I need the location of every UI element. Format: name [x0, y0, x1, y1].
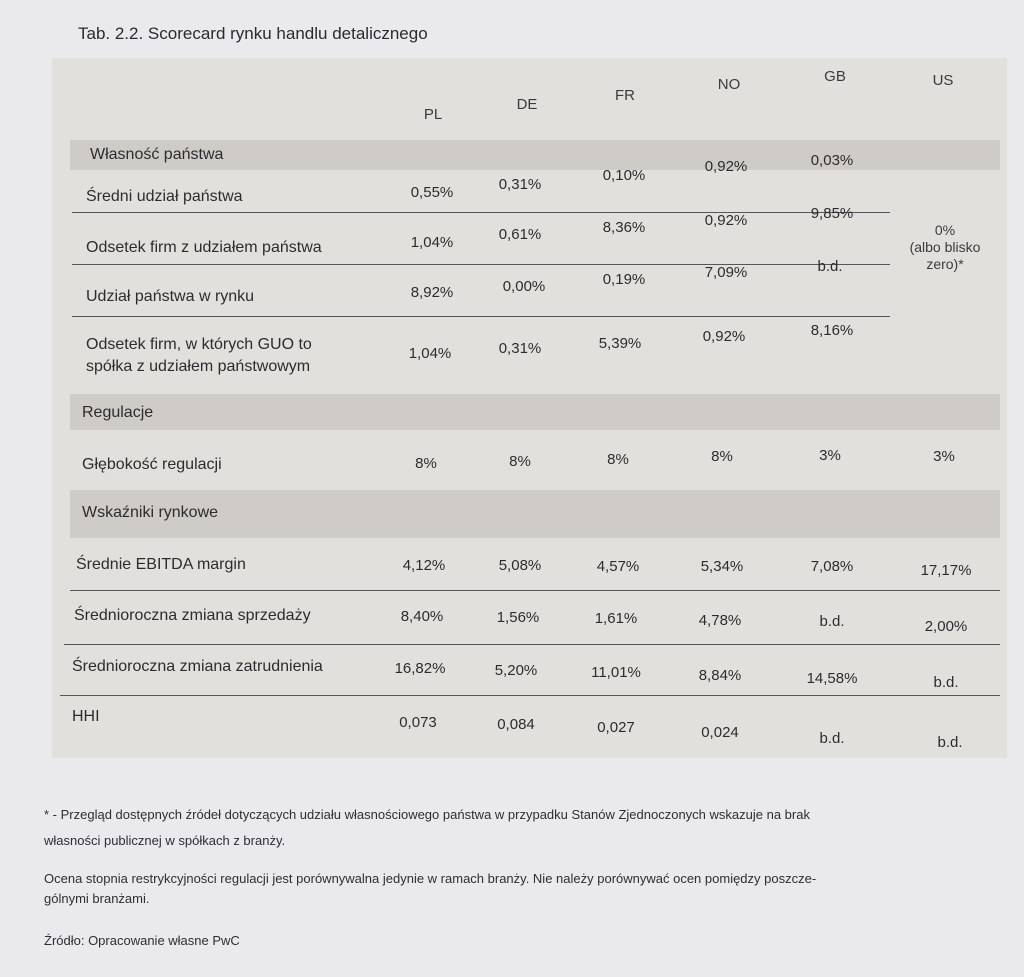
cell-no: 8,84%	[698, 667, 742, 684]
section-label-regulation: Regulacje	[82, 404, 154, 421]
row-divider	[72, 212, 890, 213]
cell-no: 0,92%	[704, 158, 748, 175]
col-header-pl: PL	[423, 106, 443, 123]
cell-gb: b.d.	[817, 258, 843, 275]
col-header-de: DE	[516, 96, 538, 113]
section-label-market: Wskaźniki rynkowe	[82, 504, 219, 521]
footnote-regulation-line1: Ocena stopnia restrykcyjności regulacji jest porównywalna jedynie w ramach branży. Nie należy porównywać ocen pomiędzy poszcze-	[44, 871, 817, 886]
cell-de: 1,56%	[496, 609, 540, 626]
cell-de: 5,08%	[498, 557, 542, 574]
col-header-fr: FR	[615, 87, 635, 104]
cell-pl: 4,12%	[402, 557, 446, 574]
cell-fr: 0,10%	[602, 167, 646, 184]
cell-de: 0,31%	[498, 340, 542, 357]
row-label-ebitda: Średnie EBITDA margin	[76, 556, 246, 573]
cell-de: 0,61%	[498, 226, 542, 243]
cell-pl: 8,40%	[400, 608, 444, 625]
cell-us: b.d.	[937, 734, 963, 751]
row-label-state-market-share: Udział państwa w rynku	[86, 288, 255, 305]
cell-pl: 0,073	[399, 714, 437, 731]
row-label-pct-firms-state: Odsetek firm z udziałem państwa	[86, 239, 322, 256]
cell-de: 8%	[509, 453, 531, 470]
cell-no: 8%	[711, 448, 733, 465]
cell-gb: b.d.	[819, 730, 845, 747]
us-note-line1: 0%	[934, 222, 956, 238]
row-label-employment-change: Średnioroczna zmiana zatrudnienia	[72, 658, 323, 675]
cell-pl: 8,92%	[410, 284, 454, 301]
cell-gb: 9,85%	[810, 205, 854, 222]
row-label-guo-state-line2: spółka z udziałem państwowym	[86, 358, 311, 375]
cell-gb: b.d.	[819, 613, 845, 630]
row-divider	[72, 264, 890, 265]
row-divider	[60, 695, 1000, 696]
cell-no: 0,024	[701, 724, 739, 741]
us-note-line2: (albo blisko	[909, 239, 981, 255]
cell-no: 0,92%	[704, 212, 748, 229]
cell-us: 17,17%	[920, 562, 972, 579]
cell-fr: 1,61%	[594, 610, 638, 627]
cell-no: 0,92%	[702, 328, 746, 345]
row-label-guo-state-line1: Odsetek firm, w których GUO to	[86, 336, 312, 353]
cell-no: 7,09%	[704, 264, 748, 281]
cell-gb: 7,08%	[810, 558, 854, 575]
row-divider	[70, 590, 1000, 591]
page-title: Tab. 2.2. Scorecard rynku handlu detalicznego	[78, 24, 428, 43]
row-divider	[72, 316, 890, 317]
row-divider	[64, 644, 1000, 645]
cell-us: 2,00%	[924, 618, 968, 635]
cell-no: 5,34%	[700, 558, 744, 575]
row-label-avg-state-share: Średni udział państwa	[86, 188, 243, 205]
section-label-ownership: Własność państwa	[90, 146, 224, 163]
footnote-regulation-line2: gólnymi branżami.	[44, 891, 150, 906]
cell-us: 3%	[933, 448, 955, 465]
cell-fr: 8,36%	[602, 219, 646, 236]
section-band-regulation	[70, 394, 1000, 430]
cell-pl: 0,55%	[410, 184, 454, 201]
cell-de: 0,31%	[498, 176, 542, 193]
col-header-us: US	[932, 72, 954, 89]
cell-us: b.d.	[933, 674, 959, 691]
us-note-line3: zero)*	[926, 256, 964, 272]
cell-fr: 11,01%	[591, 664, 641, 681]
footnote-asterisk-line1: * - Przegląd dostępnych źródeł dotyczących udziału własnościowego państwa w przypadku Stanów Zjednoczonych wskazuje na brak	[44, 807, 810, 822]
cell-gb: 14,58%	[806, 670, 858, 687]
col-header-no: NO	[717, 76, 741, 93]
cell-pl: 8%	[415, 455, 437, 472]
cell-fr: 5,39%	[598, 335, 642, 352]
row-label-hhi: HHI	[72, 708, 100, 725]
cell-pl: 1,04%	[408, 345, 452, 362]
footnote-asterisk-line2: własności publicznej w spółkach z branży.	[44, 833, 286, 848]
cell-fr: 4,57%	[596, 558, 640, 575]
cell-de: 5,20%	[494, 662, 538, 679]
cell-de: 0,00%	[502, 278, 546, 295]
footnote-source: Źródło: Opracowanie własne PwC	[44, 933, 240, 948]
col-header-gb: GB	[824, 68, 846, 85]
cell-pl: 1,04%	[410, 234, 454, 251]
us-ownership-note	[895, 222, 995, 273]
cell-fr: 0,027	[597, 719, 635, 736]
cell-gb: 3%	[819, 447, 841, 464]
cell-fr: 8%	[607, 451, 629, 468]
cell-gb: 8,16%	[810, 322, 854, 339]
cell-no: 4,78%	[698, 612, 742, 629]
cell-gb: 0,03%	[810, 152, 854, 169]
cell-fr: 0,19%	[602, 271, 646, 288]
row-label-regulation-depth: Głębokość regulacji	[82, 456, 222, 473]
cell-pl: 16,82%	[394, 660, 446, 677]
row-label-sales-change: Średnioroczna zmiana sprzedaży	[74, 607, 311, 624]
cell-de: 0,084	[497, 716, 535, 733]
